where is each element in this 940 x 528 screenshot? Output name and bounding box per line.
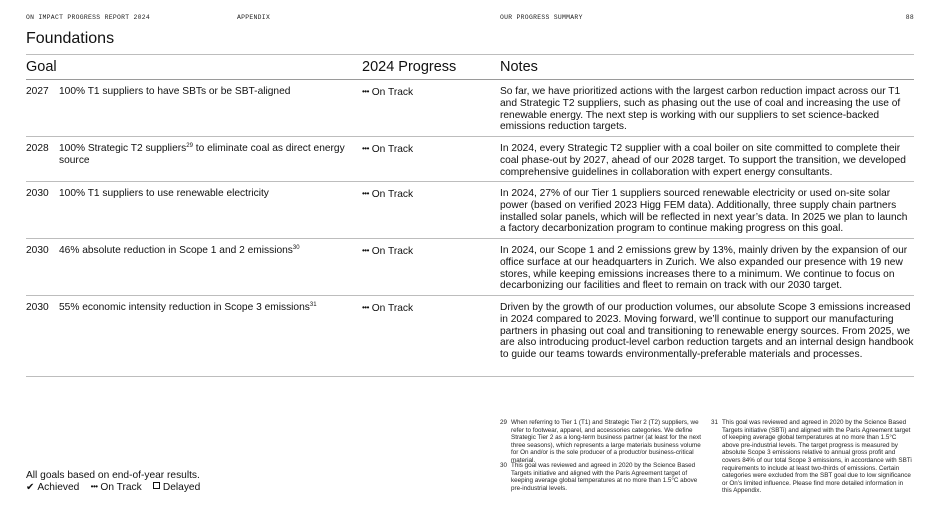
goal-year: 2030 (26, 302, 49, 313)
row-divider (26, 238, 914, 239)
row-divider (26, 181, 914, 182)
footnote (500, 419, 706, 465)
header-divider (26, 79, 914, 80)
row-divider (26, 136, 914, 137)
goal-text: 100% Strategic T2 suppliers$^{29}$ to eliminate coal as direct energy source (59, 143, 345, 166)
goal-column-header: Goal (26, 59, 57, 75)
legend-on-track: On Track (100, 482, 142, 493)
progress-status: ••• On Track (362, 87, 414, 98)
on-track-dots-icon: ••• (362, 303, 369, 312)
title-divider (26, 54, 914, 55)
summary-label: OUR PROGRESS SUMMARY (500, 14, 583, 21)
footnote-ref: 30 (292, 245, 300, 251)
footnote-ref: 29 (186, 143, 193, 149)
page-title: Foundations (26, 30, 115, 47)
section-label: APPENDIX (237, 14, 271, 21)
progress-status: ••• On Track (362, 303, 414, 314)
footnote-text: This goal was reviewed and agreed in 2020 by the Science Based Targets initiative (SBTi) and aligned with the Paris Agreement target of keeping average global temperatures at no more than 1.5°C above pre-industrial levels. The target progress is measured by absolute Scope 3 emissions relative to annual gross profit and covers 84% of our total Scope 3 emissions, in accordance with SBTi requirements to include at least two-thirds of emissions. Certain categories were excluded from the SBT goal due to low significance or On’s limited influence. Please find more detailed information in this Appendix. (722, 419, 912, 495)
row-note: In 2024, our Scope 1 and 2 emissions grew by 13%, mainly driven by the expansion of our office surface at our headquarters in Zurich. We also expanded our presence with 19 new stores, while keeping emissions increases there to a minimum. We continue to focus on decarbonizing our facilities and fleet to remain on track with our 2030 target. (500, 245, 908, 292)
row-note: In 2024, every Strategic T2 supplier with a coal boiler on site committed to complete their coal phase-out by 2027, ahead of our 2028 target. To support the transition, we developed comprehensive guidelines in collaboration with expert energy consultants. (500, 143, 906, 178)
goal-year: 2030 (26, 245, 49, 256)
row-note: So far, we have prioritized actions with the largest carbon reduction impact across our T1 and Strategic T2 suppliers, such as phasing out the use of coal and increasing the use of renewable energy. The next step is working with our suppliers to set science-backed emissions reduction targets. (500, 86, 901, 133)
row-divider (26, 295, 914, 296)
goal-year: 2028 (26, 143, 49, 154)
goal-text: 100% T1 suppliers to use renewable electricity (59, 188, 269, 199)
on-track-dots-icon: ••• (362, 189, 369, 198)
footnote-text: When referring to Tier 1 (T1) and Strategic Tier 2 (T2) suppliers, we refer to footwear, apparel, and accessories categories. We define Strategic Tier 2 as a long-term business partner (at least for the next three seasons), which represents a large materials business volume for On and/or is the sole producer of a product/or business-critical material. (511, 419, 702, 464)
on-track-dots-icon: ••• (362, 246, 369, 255)
on-track-dots-icon: ••• (362, 87, 369, 96)
notes-column-header: Notes (500, 59, 538, 75)
on-track-dots-icon: ••• (90, 482, 98, 491)
status-legend (26, 482, 200, 493)
footnote-ref: 31 (309, 302, 317, 308)
footnote-number: 29 (500, 419, 508, 426)
goal-year: 2027 (26, 86, 49, 97)
goal-text: 46% absolute reduction in Scope 1 and 2 emissions$^{30}$ (59, 245, 300, 256)
legend-note: All goals based on end-of-year results. (26, 470, 200, 481)
footnote-number: 31 (711, 419, 719, 426)
goal-text: 100% T1 suppliers to have SBTs or be SBT-aligned (59, 86, 291, 97)
goal-year: 2030 (26, 188, 49, 199)
footnote-number: 30 (500, 462, 508, 469)
page-number: 88 (905, 14, 914, 21)
report-title: ON IMPACT PROGRESS REPORT 2024 (26, 14, 151, 21)
delayed-square-icon (153, 482, 160, 489)
progress-status: ••• On Track (362, 189, 414, 200)
progress-column-header: 2024 Progress (362, 59, 457, 75)
legend-delayed: Delayed (162, 482, 201, 493)
progress-status: ••• On Track (362, 144, 414, 155)
row-note: Driven by the growth of our production volumes, our absolute Scope 3 emissions increased in 2024 compared to 2023. Moving forward, we’ll continue to support our manufacturing partners in phasing out coal and transitioning to renewable energy sources. From 2025, we are also introducing product-level carbon reduction targets and an internal design handbook to guide our teams towards environmentally-preferable materials and processes. (500, 302, 914, 361)
legend-achieved: Achieved (37, 482, 80, 493)
row-divider (26, 376, 914, 377)
progress-status: ••• On Track (362, 246, 414, 257)
footnote (711, 419, 914, 495)
on-track-dots-icon: ••• (362, 144, 369, 153)
goal-text: 55% economic intensity reduction in Scope 3 emissions$^{31}$ (59, 302, 317, 313)
footnote (500, 462, 706, 494)
row-note: In 2024, 27% of our Tier 1 suppliers sourced renewable electricity or used on-site solar power (based on verified 2023 Higg FEM data). Additionally, three supply chain partners installed solar panels, which will be reflected in next year’s data. In 2025 we plan to launch a factory decarbonization program to continue making progress on this goal. (500, 188, 908, 235)
footnote-text: This goal was reviewed and agreed in 2020 by the Science Based Targets initiative and aligned with the Paris Agreement target of keeping average global temperatures at no more than 1.5°C above pre-industrial levels. (511, 462, 698, 492)
check-icon: ✔ (26, 482, 35, 493)
